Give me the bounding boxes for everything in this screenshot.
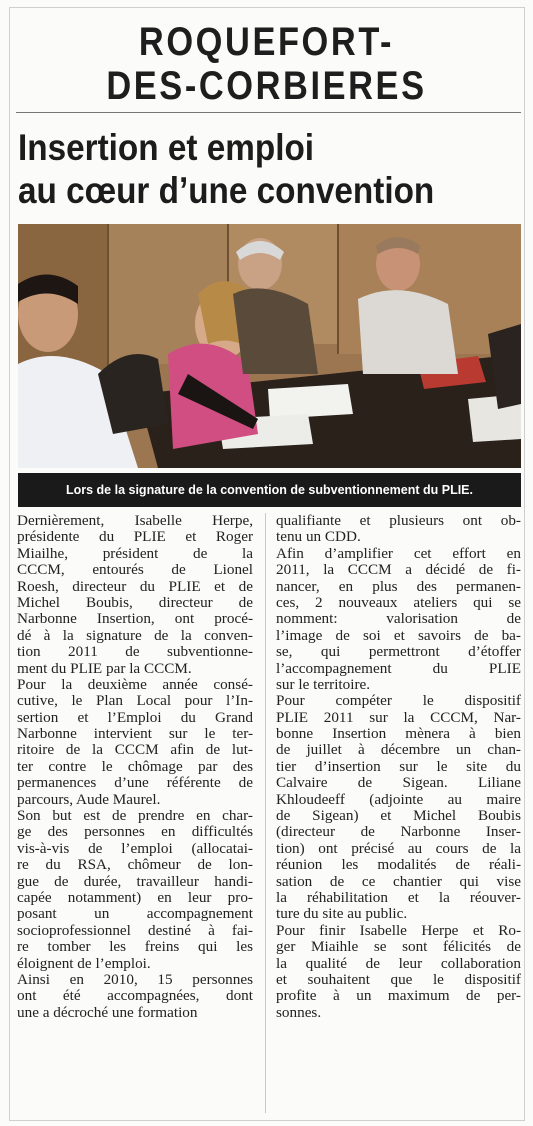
text-line: ces, 2 nouveaux ateliers qui se: [276, 593, 521, 611]
text-line: une a décroché une formation: [17, 1003, 198, 1021]
text-line: Michel Boubis, directeur de: [17, 593, 253, 611]
text-line: ge des personnes en difficultés: [17, 823, 253, 841]
text-line: ter contre le chômage par des: [17, 757, 253, 775]
text-line: CCCM, entourés de Lionel: [17, 561, 253, 579]
text-line: réunion les modalités de réali-: [276, 856, 521, 874]
text-line: cutive, le Plan Local pour l’In-: [17, 692, 253, 710]
column-divider: [265, 513, 266, 1113]
text-line: vis-à-vis de l’emploi (allocatai-: [17, 839, 253, 857]
text-line: de Sigean) et Michel Boubis: [276, 807, 521, 825]
text-line: permanences d’une référente de: [17, 774, 253, 792]
text-line: nancer, en plus des permanen-: [276, 577, 521, 595]
text-line: tion) ont précisé au cours de la: [276, 839, 521, 857]
text-line: re tomber les freins qui les: [17, 938, 253, 956]
text-line: dé à la signature de la conven-: [17, 626, 253, 644]
text-line: Calvaire de Sigean. Liliane: [276, 774, 521, 792]
article-photo: [18, 224, 521, 468]
text-line: profite à un maximum de per-: [276, 987, 521, 1005]
text-line: 2011, la CCCM a décidé de fi-: [276, 561, 521, 579]
text-line: gue de durée, travailleur handi-: [17, 872, 253, 890]
section-title: [37, 20, 495, 108]
text-line: ment du PLIE par la CCCM.: [17, 659, 192, 677]
text-line: Miailhe, président de la: [17, 544, 253, 562]
text-line: Pour compéter le dispositif: [276, 692, 521, 710]
text-line: re du RSA, chômeur de lon-: [17, 856, 253, 874]
photo-caption-bar: [18, 473, 521, 507]
text-line: l’accompagnement du PLIE: [276, 659, 521, 677]
text-line: la qualité de leur collaboration: [276, 954, 521, 972]
text-line: Son but est de prendre en char-: [17, 807, 253, 825]
text-line: présidente du PLIE et Roger: [17, 528, 253, 546]
text-line: l’image de soi et savoirs de ba-: [276, 626, 521, 644]
text-line: bonne Insertion mènera à bien: [276, 725, 521, 743]
text-line: tion 2011 de subventionne-: [17, 643, 253, 661]
article-column-left: [17, 513, 253, 1021]
article-column-right: [276, 513, 521, 1021]
section-title-line-2: DES-CORBIERES: [106, 64, 427, 108]
text-line: sur le territoire.: [276, 675, 371, 693]
text-line: ture du site au public.: [276, 905, 408, 923]
text-line: posant un accompagnement: [17, 905, 253, 923]
text-line: qualifiante et plusieurs ont ob-: [276, 512, 521, 529]
text-line: tenu un CDD.: [276, 528, 361, 546]
text-line: Narbonne Insertion, ont procé-: [17, 610, 253, 628]
text-line: sation de ce chantier qui vise: [276, 872, 521, 890]
text-line: socioprofessionnel destiné à fai-: [17, 921, 253, 939]
text-line: Afin d’amplifier cet effort en: [276, 544, 521, 562]
photo-caption: Lors de la signature de la convention de subventionnement du PLIE.: [65, 483, 473, 497]
text-line: ritoire de la CCCM afin de lut-: [17, 741, 253, 759]
text-line: PLIE 2011 sur la CCCM, Nar-: [276, 708, 521, 726]
text-line: Dernièrement, Isabelle Herpe,: [17, 512, 253, 529]
section-title-line-1: ROQUEFORT-: [138, 20, 395, 64]
text-line: Roesh, directeur du PLIE et de: [17, 577, 253, 595]
section-divider: [16, 112, 521, 113]
text-line: sertion et l’Emploi du Grand: [17, 708, 253, 726]
text-line: capée notamment) en leur pro-: [17, 888, 253, 906]
article-headline: [18, 126, 473, 212]
text-line: de juillet à décembre un chan-: [276, 741, 521, 759]
text-line: (directeur de Narbonne Inser-: [276, 823, 521, 841]
text-line: se, qui permettront d’étoffer: [276, 643, 521, 661]
text-line: nomment: valorisation de: [276, 610, 521, 628]
headline-line-1: Insertion et emploi: [18, 127, 315, 168]
text-line: éloignent de l’emploi.: [17, 954, 151, 972]
text-line: tier d’insertion sur le site du: [276, 757, 521, 775]
text-line: la réhabilitation et la réouver-: [276, 888, 521, 906]
text-line: Pour la deuxième année consé-: [17, 675, 253, 693]
text-line: Khloudeeff (adjointe au maire: [276, 790, 521, 808]
text-line: parcours, Aude Maurel.: [17, 790, 161, 808]
headline-line-2: au cœur d’une convention: [18, 170, 435, 211]
text-line: sonnes.: [276, 1003, 322, 1021]
text-line: ont été accompagnées, dont: [17, 987, 253, 1005]
text-line: Pour finir Isabelle Herpe et Ro-: [276, 921, 521, 939]
text-line: ger Miaihle se sont félicités de: [276, 938, 521, 956]
text-line: Narbonne intervient sur le ter-: [17, 725, 253, 743]
text-line: et souhaitent que le dispositif: [276, 970, 521, 988]
text-line: Ainsi en 2010, 15 personnes: [17, 970, 253, 988]
